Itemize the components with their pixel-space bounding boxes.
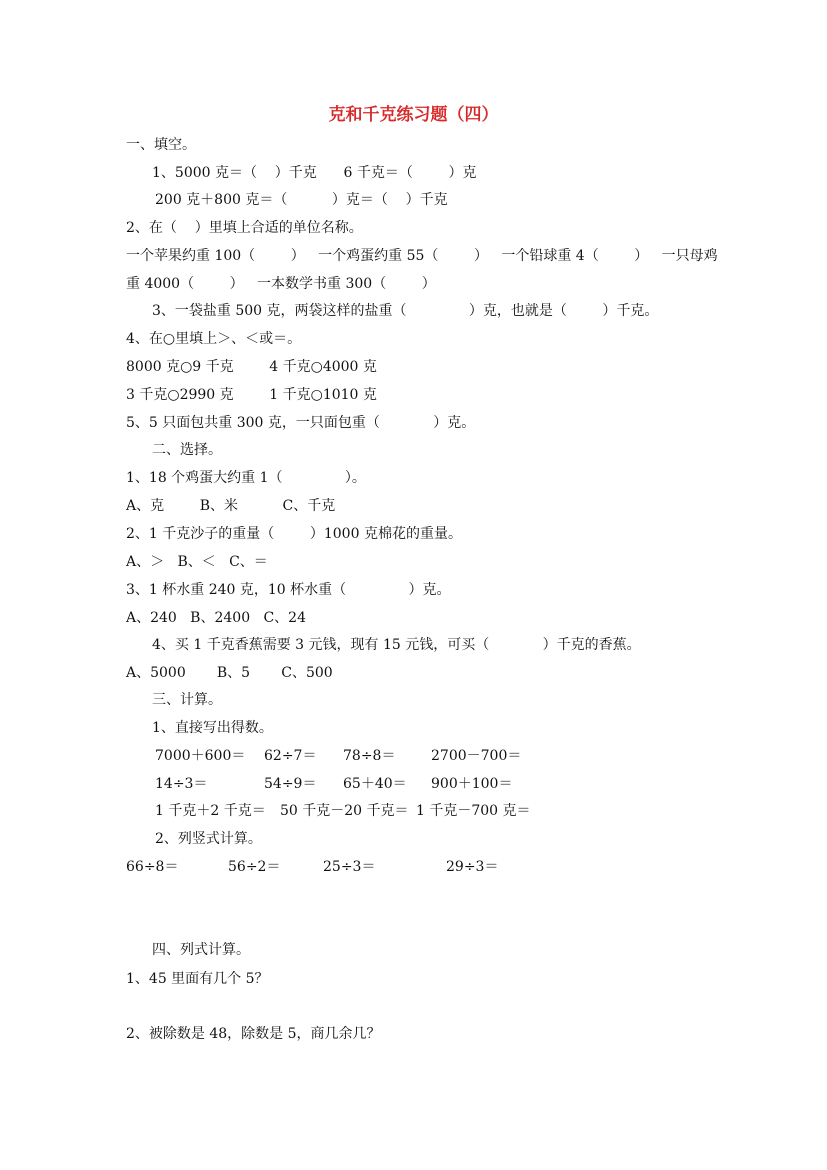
section-1-heading: 一、填空。 (126, 137, 196, 153)
calc-item: 14÷3＝ (155, 776, 208, 792)
page-title: 克和千克练习题（四） (328, 105, 499, 125)
calc-sub-1: 1、直接写出得数。 (152, 720, 273, 736)
fill-question-2b: 重 4000（ ） 一本数学书重 300（ ） (126, 276, 436, 292)
choice-options-2: A、＞ B、＜ C、＝ (126, 554, 268, 570)
calc-item: 78÷8＝ (343, 748, 396, 764)
vertical-calc-item: 25÷3＝ (323, 859, 376, 875)
vertical-calc-item: 29÷3＝ (446, 859, 499, 875)
fill-question-2: 2、在（ ）里填上合适的单位名称。 (126, 220, 363, 236)
choice-options-3: A、240 B、2400 C、24 (126, 610, 306, 626)
fill-question-3: 3、一袋盐重 500 克，两袋这样的盐重（ ）克，也就是（ ）千克。 (152, 303, 659, 319)
choice-options-4: A、5000 B、5 C、500 (126, 665, 333, 681)
section-3-heading: 三、计算。 (152, 692, 222, 708)
choice-question-1: 1、18 个鸡蛋大约重 1（ ）。 (126, 470, 366, 486)
calc-sub-2: 2、列竖式计算。 (155, 831, 262, 847)
choice-question-2: 2、1 千克沙子的重量（ ）1000 克棉花的重量。 (126, 526, 462, 542)
calc-item: 1 千克－700 克＝ (416, 803, 531, 819)
compare-row-2: 3 千克○2990 克 1 千克○1010 克 (126, 387, 377, 403)
fill-question-1b: 200 克＋800 克＝（ ）克＝（ ）千克 (155, 192, 448, 208)
section-4-heading: 四、列式计算。 (152, 942, 250, 958)
calc-item: 62÷7＝ (264, 748, 317, 764)
vertical-calc-item: 66÷8＝ (126, 859, 179, 875)
choice-question-4: 4、买 1 千克香蕉需要 3 元钱，现有 15 元钱，可买（ ）千克的香蕉。 (152, 637, 641, 653)
fill-question-4: 4、在○里填上＞、＜或＝。 (126, 331, 302, 347)
compare-row-1: 8000 克○9 千克 4 千克○4000 克 (126, 359, 377, 375)
section-2-heading: 二、选择。 (152, 442, 222, 458)
calc-item: 7000＋600＝ (155, 748, 246, 764)
calc-item: 50 千克－20 千克＝ (280, 803, 409, 819)
calc-item: 54÷9＝ (264, 776, 317, 792)
calc-item: 2700－700＝ (431, 748, 522, 764)
fill-question-1a: 1、5000 克＝（ ）千克 6 千克＝（ ）克 (152, 165, 477, 181)
fill-question-5: 5、5 只面包共重 300 克，一只面包重（ ）克。 (126, 415, 476, 431)
calc-item: 900＋100＝ (431, 776, 513, 792)
vertical-calc-item: 56÷2＝ (228, 859, 281, 875)
word-problem-1: 1、45 里面有几个 5？ (126, 971, 269, 987)
choice-options-1: A、克 B、米 C、千克 (126, 498, 336, 514)
word-problem-2: 2、被除数是 48，除数是 5，商几余几？ (126, 1026, 381, 1042)
fill-question-2a: 一个苹果约重 100（ ） 一个鸡蛋约重 55（ ） 一个铅球重 4（ ） 一只母鸡 (126, 248, 718, 264)
calc-item: 65＋40＝ (343, 776, 407, 792)
choice-question-3: 3、1 杯水重 240 克，10 杯水重（ ）克。 (126, 582, 451, 598)
calc-item: 1 千克＋2 千克＝ (155, 803, 266, 819)
